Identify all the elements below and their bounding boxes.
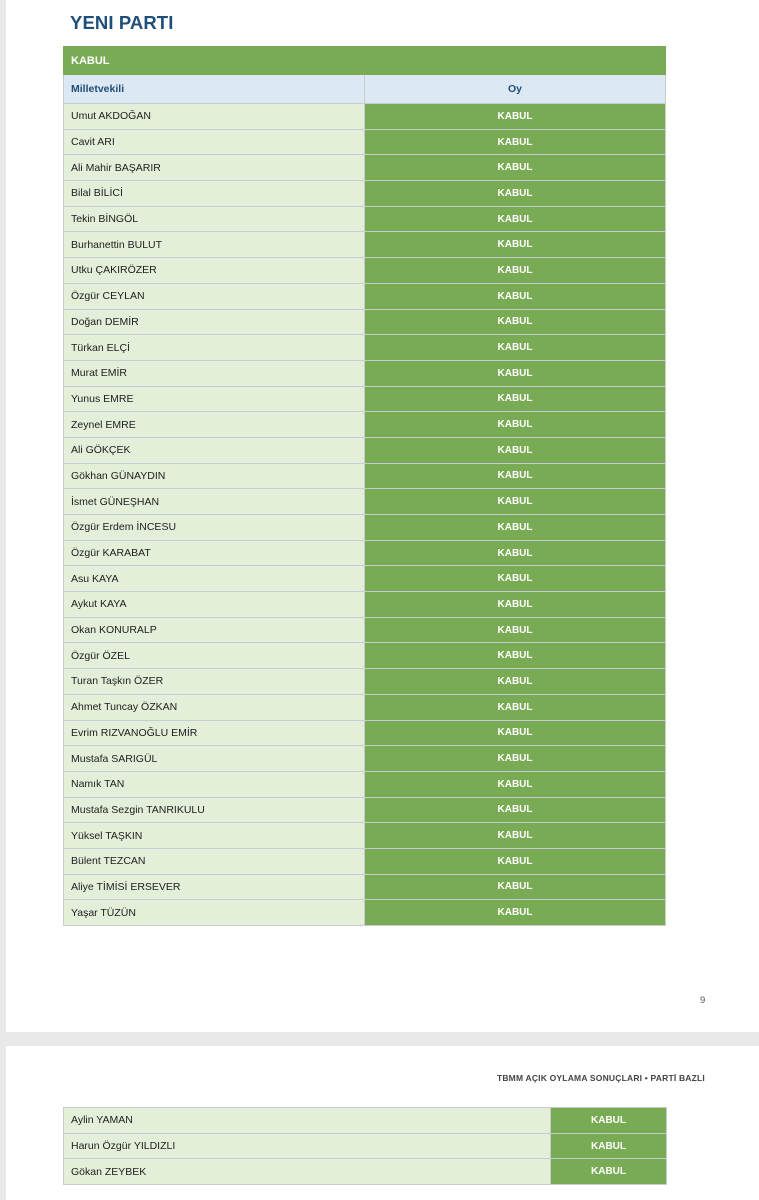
deputy-name: Namık TAN xyxy=(64,771,365,797)
table-row xyxy=(64,360,666,386)
vote-badge: KABUL xyxy=(365,771,666,797)
deputy-name: Türkan ELÇİ xyxy=(64,335,365,361)
running-header: TBMM AÇIK OYLAMA SONUÇLARI • PARTİ BAZLI xyxy=(496,1073,705,1083)
deputy-name: Mustafa SARIGÜL xyxy=(64,746,365,772)
table-row xyxy=(64,129,666,155)
table-row xyxy=(64,283,666,309)
table-row xyxy=(64,1159,667,1185)
vote-badge: KABUL xyxy=(365,155,666,181)
deputy-name: Ahmet Tuncay ÖZKAN xyxy=(64,694,365,720)
deputy-name: Mustafa Sezgin TANRIKULU xyxy=(64,797,365,823)
vote-badge: KABUL xyxy=(365,540,666,566)
document-page-9 xyxy=(6,0,759,1032)
deputy-name: Özgür ÖZEL xyxy=(64,643,365,669)
deputy-name: Aylin YAMAN xyxy=(64,1108,551,1134)
deputy-name: Aliye TİMİSİ ERSEVER xyxy=(64,874,365,900)
vote-badge: KABUL xyxy=(365,463,666,489)
deputy-name: Yunus EMRE xyxy=(64,386,365,412)
table-row xyxy=(64,592,666,618)
table-row xyxy=(64,1133,667,1159)
table-row xyxy=(64,669,666,695)
vote-badge: KABUL xyxy=(551,1133,667,1159)
vote-badge: KABUL xyxy=(365,206,666,232)
vote-badge: KABUL xyxy=(365,515,666,541)
table-row xyxy=(64,771,666,797)
deputy-name: Gökhan GÜNAYDIN xyxy=(64,463,365,489)
vote-badge: KABUL xyxy=(365,669,666,695)
deputy-name: İsmet GÜNEŞHAN xyxy=(64,489,365,515)
vote-badge: KABUL xyxy=(365,617,666,643)
deputy-name: Turan Taşkın ÖZER xyxy=(64,669,365,695)
vote-badge: KABUL xyxy=(551,1108,667,1134)
table-row xyxy=(64,874,666,900)
deputy-name: Murat EMİR xyxy=(64,360,365,386)
table-row xyxy=(64,566,666,592)
vote-badge: KABUL xyxy=(365,592,666,618)
table-row xyxy=(64,232,666,258)
vote-badge: KABUL xyxy=(365,489,666,515)
vote-badge: KABUL xyxy=(365,360,666,386)
deputy-name: Cavit ARI xyxy=(64,129,365,155)
vote-badge: KABUL xyxy=(365,386,666,412)
deputy-name: Gökan ZEYBEK xyxy=(64,1159,551,1185)
table-row xyxy=(64,155,666,181)
table-row xyxy=(64,335,666,361)
vote-badge: KABUL xyxy=(365,874,666,900)
vote-group-header xyxy=(64,47,666,75)
vote-badge: KABUL xyxy=(365,309,666,335)
deputy-name: Zeynel EMRE xyxy=(64,412,365,438)
vote-badge: KABUL xyxy=(365,129,666,155)
table-row xyxy=(64,746,666,772)
table-row xyxy=(64,797,666,823)
table-row xyxy=(64,900,666,926)
vote-badge: KABUL xyxy=(365,181,666,207)
table-row xyxy=(64,720,666,746)
vote-badge: KABUL xyxy=(365,797,666,823)
table-row xyxy=(64,617,666,643)
deputy-name: Yaşar TÜZÜN xyxy=(64,900,365,926)
table-row xyxy=(64,104,666,130)
deputy-name: Özgür KARABAT xyxy=(64,540,365,566)
table-row xyxy=(64,412,666,438)
vote-badge: KABUL xyxy=(365,746,666,772)
column-header-vote: Oy xyxy=(365,75,666,104)
deputy-name: Doğan DEMİR xyxy=(64,309,365,335)
vote-badge: KABUL xyxy=(365,335,666,361)
table-row xyxy=(64,848,666,874)
table-row xyxy=(64,309,666,335)
vote-badge: KABUL xyxy=(365,232,666,258)
deputy-name: Bülent TEZCAN xyxy=(64,848,365,874)
vote-badge: KABUL xyxy=(365,437,666,463)
vote-badge: KABUL xyxy=(365,283,666,309)
page-number: 9 xyxy=(700,995,706,1006)
column-header-row xyxy=(64,75,666,104)
vote-badge: KABUL xyxy=(365,643,666,669)
vote-group-label: KABUL xyxy=(64,47,666,75)
table-row xyxy=(64,1108,667,1134)
table-row xyxy=(64,823,666,849)
vote-table-continued xyxy=(63,1107,667,1185)
vote-badge: KABUL xyxy=(365,412,666,438)
vote-badge: KABUL xyxy=(365,823,666,849)
table-row xyxy=(64,694,666,720)
deputy-name: Yüksel TAŞKIN xyxy=(64,823,365,849)
vote-badge: KABUL xyxy=(365,720,666,746)
deputy-name: Evrim RIZVANOĞLU EMİR xyxy=(64,720,365,746)
deputy-name: Burhanettin BULUT xyxy=(64,232,365,258)
vote-badge: KABUL xyxy=(551,1159,667,1185)
document-page-10 xyxy=(6,1046,759,1200)
vote-badge: KABUL xyxy=(365,566,666,592)
table-row xyxy=(64,515,666,541)
table-row xyxy=(64,258,666,284)
deputy-name: Asu KAYA xyxy=(64,566,365,592)
vote-badge: KABUL xyxy=(365,694,666,720)
deputy-name: Tekin BİNGÖL xyxy=(64,206,365,232)
vote-badge: KABUL xyxy=(365,848,666,874)
table-row xyxy=(64,181,666,207)
deputy-name: Bilal BİLİCİ xyxy=(64,181,365,207)
deputy-name: Özgür Erdem İNCESU xyxy=(64,515,365,541)
vote-badge: KABUL xyxy=(365,104,666,130)
table-row xyxy=(64,206,666,232)
vote-badge: KABUL xyxy=(365,900,666,926)
deputy-name: Ali GÖKÇEK xyxy=(64,437,365,463)
deputy-name: Özgür CEYLAN xyxy=(64,283,365,309)
deputy-name: Okan KONURALP xyxy=(64,617,365,643)
table-row xyxy=(64,386,666,412)
party-title: YENI PARTI xyxy=(70,12,174,33)
table-row xyxy=(64,643,666,669)
deputy-name: Aykut KAYA xyxy=(64,592,365,618)
table-row xyxy=(64,463,666,489)
deputy-name: Harun Özgür YILDIZLI xyxy=(64,1133,551,1159)
table-row xyxy=(64,489,666,515)
column-header-name: Milletvekili xyxy=(64,75,365,104)
deputy-name: Ali Mahir BAŞARIR xyxy=(64,155,365,181)
deputy-name: Utku ÇAKIRÖZER xyxy=(64,258,365,284)
table-row xyxy=(64,437,666,463)
deputy-name: Umut AKDOĞAN xyxy=(64,104,365,130)
vote-badge: KABUL xyxy=(365,258,666,284)
vote-table xyxy=(63,46,666,926)
table-row xyxy=(64,540,666,566)
